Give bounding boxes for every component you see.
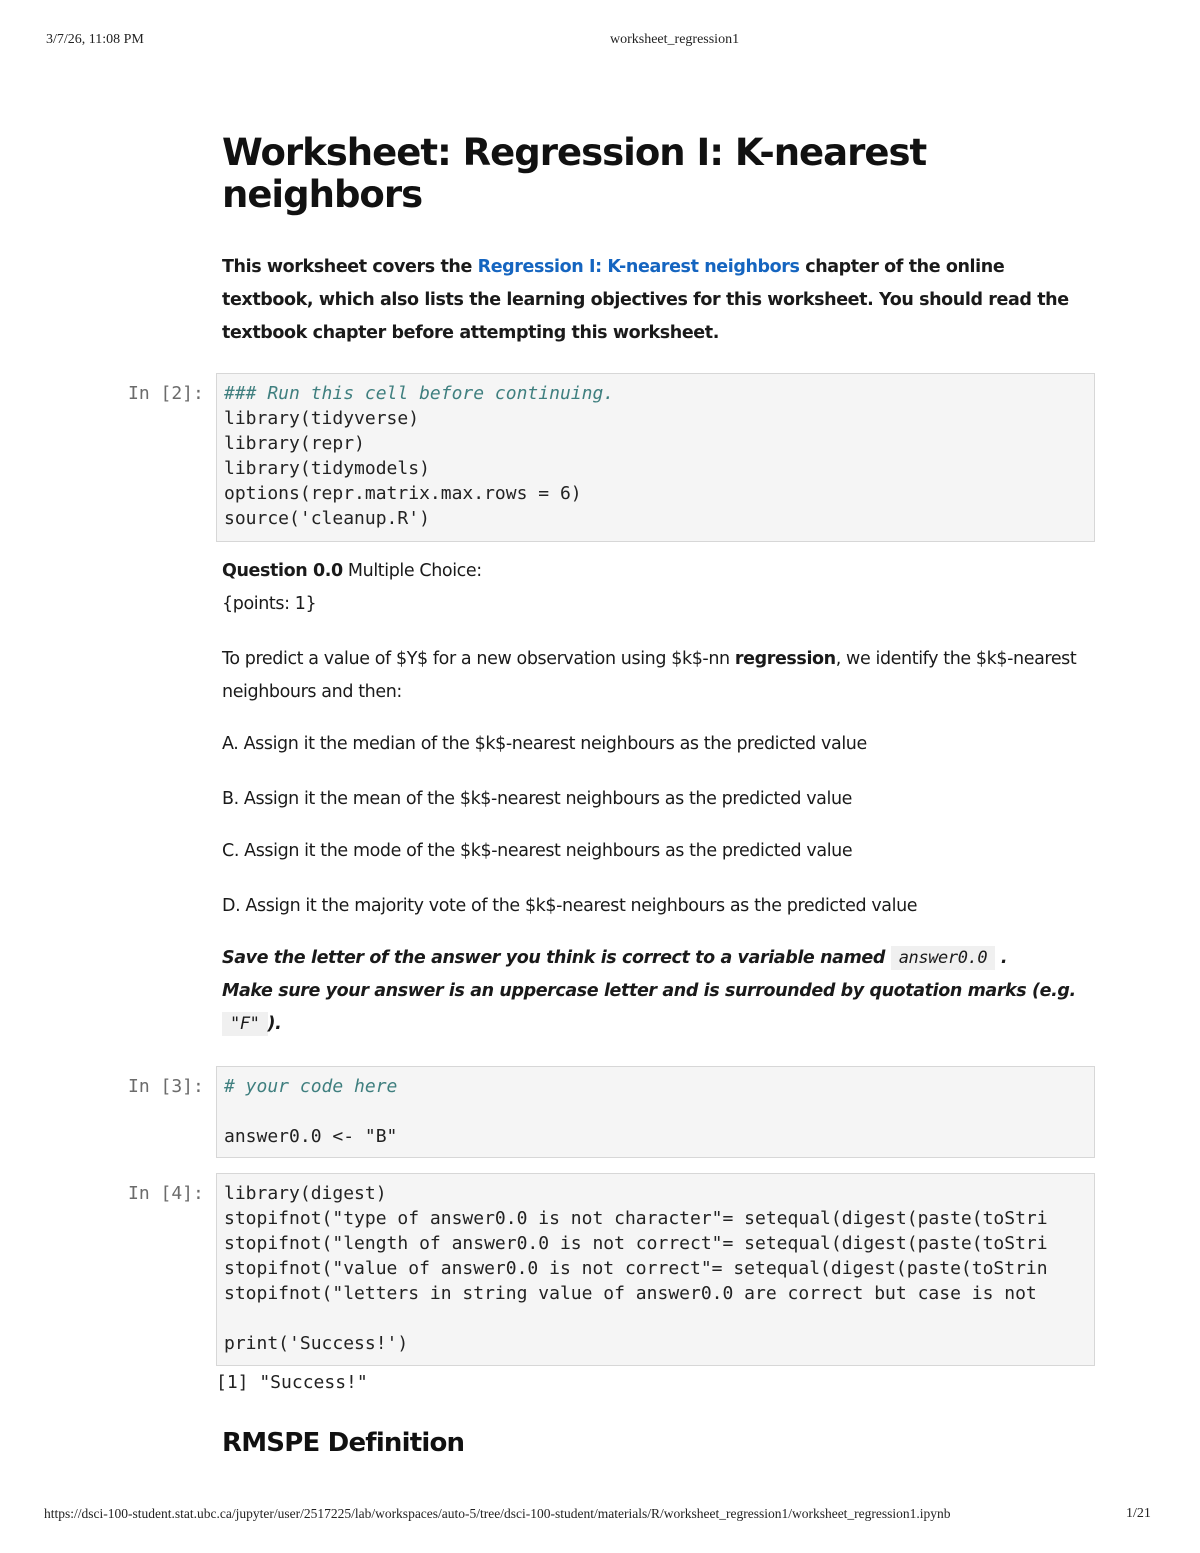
code-line: library(tidymodels): [224, 458, 430, 479]
cell-prompt-4: In [4]:: [128, 1183, 204, 1204]
print-footer-page: 1/21: [1126, 1506, 1151, 1521]
code-line: source('cleanup.R'): [224, 508, 430, 529]
instruction-end: ).: [267, 1014, 282, 1034]
code-line: library(repr): [224, 433, 365, 454]
intro-paragraph: [222, 251, 1092, 350]
question-points: {points: 1}: [222, 594, 317, 614]
option-b: B. Assign it the mean of the $k$-nearest neighbours as the predicted value: [222, 789, 853, 809]
question-label: Question 0.0: [222, 561, 343, 581]
code-line: stopifnot("type of answer0.0 is not character"= setequal(digest(paste(toStri: [224, 1208, 1048, 1229]
code-line: print('Success!'): [224, 1333, 409, 1354]
option-c: C. Assign it the mode of the $k$-nearest neighbours as the predicted value: [222, 841, 853, 861]
question-prompt-a: To predict a value of $Y$ for a new observation using $k$-nn: [222, 649, 735, 669]
variable-name-code: answer0.0: [891, 946, 996, 970]
cell-prompt-3: In [3]:: [128, 1076, 204, 1097]
code-line: library(digest): [224, 1183, 387, 1204]
question-header: [222, 555, 1092, 621]
question-prompt-b: , we identify the $k$-nearest neighbours and then:: [222, 649, 1077, 702]
question-prompt-bold: regression: [734, 649, 836, 669]
code-answer: [217, 1067, 1094, 1149]
code-test: [217, 1174, 1094, 1356]
print-header-datetime: 3/7/26, 11:08 PM: [46, 32, 144, 47]
code-line: answer0.0 <- "B": [224, 1126, 398, 1147]
intro-text-2: chapter of the online textbook, which also lists the learning objectives for this worksheet. You should read the textbook chapter before attempting this worksheet.: [222, 257, 1069, 343]
question-prompt: [222, 643, 1092, 709]
print-footer-url: https://dsci-100-student.stat.ubc.ca/jupyter/user/2517225/lab/workspaces/auto-5/tree/dsci-100-student/materials/R/worksheet_regression1/worksheet_regression1.ipynb: [44, 1506, 951, 1521]
page-title: Worksheet: Regression I: K-nearest neighbors: [222, 131, 927, 216]
code-line: stopifnot("letters in string value of answer0.0 are correct but case is not: [224, 1283, 1037, 1304]
code-line: # your code here: [224, 1076, 398, 1097]
code-line: options(repr.matrix.max.rows = 6): [224, 483, 582, 504]
print-header-title: worksheet_regression1: [610, 32, 740, 47]
option-d: D. Assign it the majority vote of the $k$-nearest neighbours as the predicted value: [222, 896, 918, 916]
instruction-line-1: Save the letter of the answer you think is correct to a variable named: [222, 948, 885, 968]
instruction-line-2: Make sure your answer is an uppercase letter and is surrounded by quotation marks (e.g.: [222, 981, 1076, 1001]
code-line: stopifnot("length of answer0.0 is not correct"= setequal(digest(paste(toStri: [224, 1233, 1048, 1254]
example-code: "F": [222, 1012, 268, 1036]
code-line: stopifnot("value of answer0.0 is not correct"= setequal(digest(paste(toStrin: [224, 1258, 1048, 1279]
question-type: Multiple Choice:: [342, 561, 482, 581]
option-a: A. Assign it the median of the $k$-nearest neighbours as the predicted value: [222, 734, 867, 754]
code-cell-setup[interactable]: [216, 373, 1095, 542]
code-line: ### Run this cell before continuing.: [224, 383, 615, 404]
code-line: library(tidyverse): [224, 408, 420, 429]
intro-text-1: This worksheet covers the: [222, 257, 478, 277]
textbook-chapter-link[interactable]: Regression I: K-nearest neighbors: [477, 257, 800, 277]
code-setup: [217, 374, 1094, 531]
answer-instructions: Save the letter of the answer you think is correct to a variable named answer0.0 . Make sure your answer is an uppercase letter and is surrounded by quotation marks (e.g. "F" ).: [222, 948, 1076, 1034]
code-cell-test[interactable]: [216, 1173, 1095, 1366]
cell-prompt-2: In [2]:: [128, 383, 204, 404]
code-cell-answer[interactable]: [216, 1066, 1095, 1158]
cell-output: [1] "Success!": [216, 1372, 368, 1393]
section-heading-rmspe: RMSPE Definition: [222, 1428, 465, 1458]
